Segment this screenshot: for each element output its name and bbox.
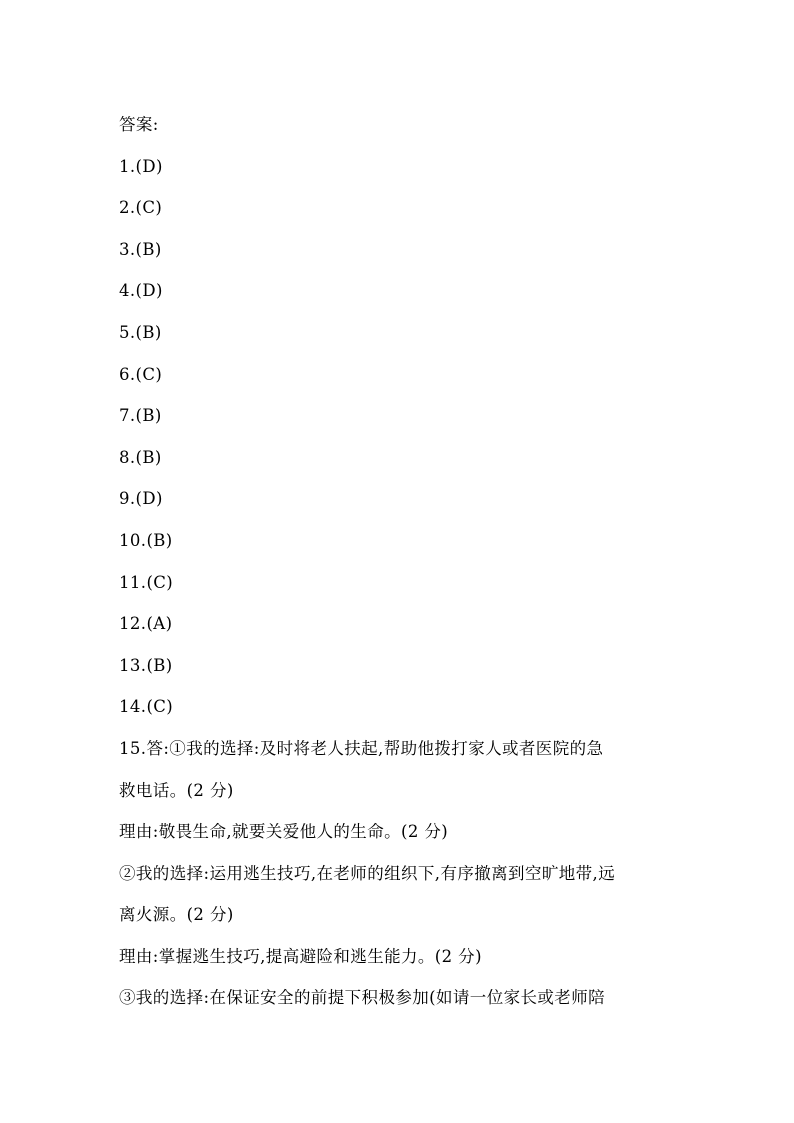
q15-line-6: 理由:掌握逃生技巧,提高避险和逃生能力。(2 分) [119,946,482,966]
q15-line-7: ③我的选择:在保证安全的前提下积极参加(如请一位家长或老师陪 [119,988,605,1008]
answer-item-3: 3.(B) [119,239,162,259]
answer-item-4: 4.(D) [119,281,163,301]
q15-line-2: 救电话。(2 分) [119,780,234,800]
answer-item-6: 6.(C) [119,364,163,384]
answer-item-5: 5.(B) [119,322,162,342]
answer-heading: 答案: [119,115,159,134]
answer-item-11: 11.(C) [119,572,174,592]
q15-line-3: 理由:敬畏生命,就要关爱他人的生命。(2 分) [119,822,449,842]
answer-item-9: 9.(D) [119,489,163,509]
q15-line-5: 离火源。(2 分) [119,905,234,925]
answer-item-13: 13.(B) [119,655,173,675]
q15-line-4: ②我的选择:运用逃生技巧,在老师的组织下,有序撤离到空旷地带,远 [119,863,616,883]
answer-item-2: 2.(C) [119,198,163,218]
answer-item-14: 14.(C) [119,697,174,717]
answer-item-10: 10.(B) [119,530,173,550]
answer-item-8: 8.(B) [119,447,162,467]
answer-content [119,104,679,1019]
q15-line-1: 15.答:①我的选择:及时将老人扶起,帮助他拨打家人或者医院的急 [119,738,604,758]
answer-item-7: 7.(B) [119,406,162,426]
answer-item-12: 12.(A) [119,614,173,634]
answer-item-1: 1.(D) [119,156,163,176]
